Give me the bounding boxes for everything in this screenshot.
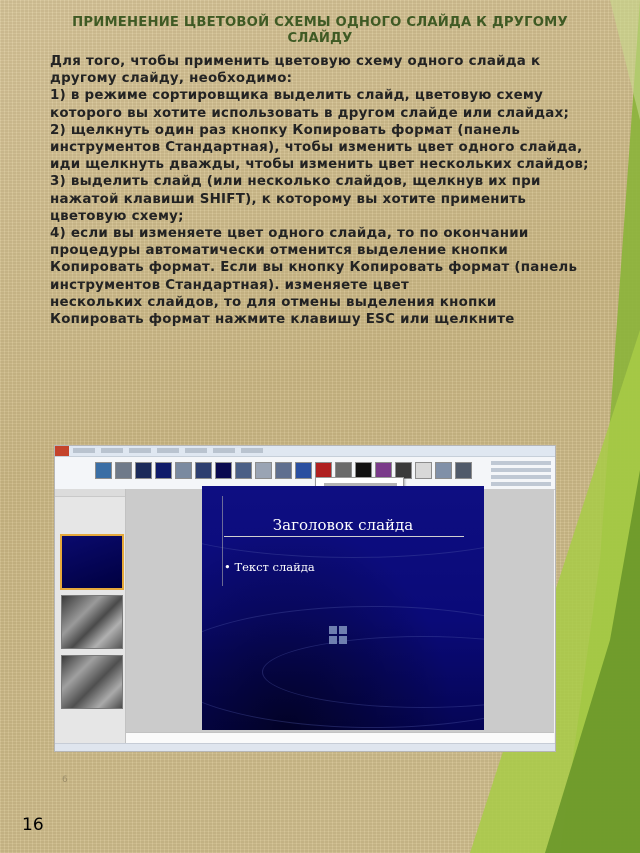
tabs-row xyxy=(73,448,263,454)
slide-thumbnail-1 xyxy=(60,534,124,590)
theme-thumbnail xyxy=(295,462,312,479)
slides-panel xyxy=(55,489,126,743)
slide-bullet-text: • Текст слайда xyxy=(224,560,315,574)
theme-thumbnail xyxy=(255,462,272,479)
slide-thumbnail-3 xyxy=(61,655,123,709)
slides-panel-tabs xyxy=(55,489,125,497)
ribbon-right-controls xyxy=(491,461,551,489)
theme-thumbnail xyxy=(275,462,292,479)
slide-title: Заголовок слайда xyxy=(272,516,414,534)
theme-thumbnail xyxy=(155,462,172,479)
theme-thumbnail xyxy=(175,462,192,479)
theme-thumbnail xyxy=(435,462,452,479)
slide-divider-vertical xyxy=(222,496,223,586)
slide-thumbnail-2 xyxy=(61,595,123,649)
status-bar xyxy=(55,743,555,752)
powerpoint-screenshot xyxy=(54,445,556,752)
theme-thumbnail xyxy=(215,462,232,479)
content-placeholder-icons xyxy=(329,626,347,644)
theme-thumbnail xyxy=(115,462,132,479)
page-number: 16 xyxy=(22,815,44,835)
slide-divider xyxy=(224,536,464,537)
ribbon-tabs xyxy=(55,446,555,457)
theme-thumbnail xyxy=(95,462,112,479)
page-title: ПРИМЕНЕНИЕ ЦВЕТОВОЙ СХЕМЫ ОДНОГО СЛАЙДА К ДРУГОМУ СЛАЙДУ xyxy=(72,15,568,46)
theme-gallery xyxy=(95,462,472,479)
slide-preview xyxy=(202,486,484,730)
notes-pane xyxy=(126,732,554,743)
body-text: Для того, чтобы применить цветовую схему одного слайда к другому слайду, необходимо: 1) в режиме сортировщика выделить слайд, цветовую схему которого вы хотите использовать в другом слайде или слайдах; 2) щелкнуть один раз кнопку Копировать формат (панель инструментов Стандартная), чтобы изменить цвет одного слайда, иди щелкнуть дважды, чтобы изменить цвет нескольких слайдов; 3) выделить слайд (или несколько слайдов, щелкнув их при нажатой клавиши SHIFT), к которому вы хотите применить цветовую схему; 4) если вы изменяете цвет одного слайда, то по окончании процедуры автоматически отменится выделение кнопки Копировать формат. Если вы кнопку Копировать формат (панель инструментов Стандартная). изменяете цвет нескольких слайдов, то для отмены выделения кнопки Копировать формат нажмите клавишу ESC или щелкните xyxy=(50,54,589,328)
theme-thumbnail xyxy=(135,462,152,479)
theme-thumbnail xyxy=(235,462,252,479)
theme-thumbnail xyxy=(455,462,472,479)
theme-thumbnail xyxy=(415,462,432,479)
slide-small-number: 6 xyxy=(62,775,68,785)
file-tab xyxy=(55,446,69,456)
theme-thumbnail xyxy=(195,462,212,479)
